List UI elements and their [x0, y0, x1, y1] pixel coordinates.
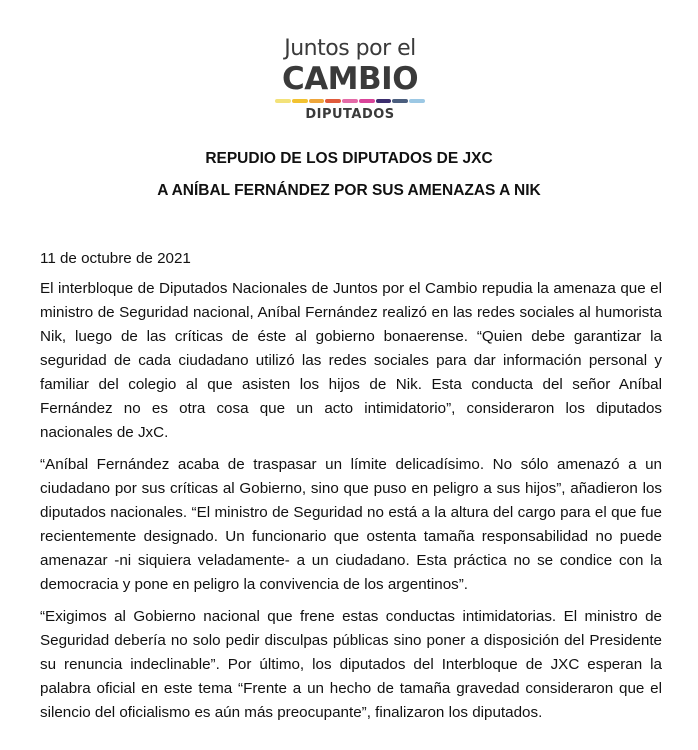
title-line2: A ANÍBAL FERNÁNDEZ POR SUS AMENAZAS A NIK	[157, 182, 541, 199]
logo-bar-segment	[292, 99, 308, 103]
paragraph-3: “Exigimos al Gobierno nacional que frene estas conductas intimidatorias. El ministro de Seguridad debería no solo pedir disculpas públicas sino poner a disposición del Presidente su renuncia indeclinable”. Por último, los diputados del Interbloque de JXC esperan la palabra oficial en este tema “Frente a un hecho de tamaña gravedad consideraron que el silencio del oficialismo es aún más preocupante”, finalizaron los diputados.	[40, 608, 662, 721]
logo-bar-segment	[325, 99, 341, 103]
body-text	[40, 247, 662, 733]
logo-bar-segment	[275, 99, 291, 103]
logo-line1: Juntos por el	[284, 36, 416, 61]
logo-bar-segment	[376, 99, 392, 103]
logo-line3: DIPUTADOS	[305, 107, 395, 122]
title-line1: REPUDIO DE LOS DIPUTADOS DE JXC	[205, 150, 493, 167]
logo-bar-segment	[409, 99, 425, 103]
logo-bar-segment	[392, 99, 408, 103]
logo-bar-segment	[309, 99, 325, 103]
date: 11 de octubre de 2021	[40, 250, 191, 267]
logo-line2: CAMBIO	[281, 61, 419, 97]
logo-color-bar	[275, 99, 425, 103]
paragraph-2: “Aníbal Fernández acaba de traspasar un límite delicadísimo. No sólo amenazó a un ciudadano por sus críticas al Gobierno, sino que puso en peligro a sus hijos”, añadieron los diputados nacionales. “El ministro de Seguridad no está a la altura del cargo para el que fue recientemente designado. Un funcionario que ostenta tamaña responsabilidad no puede amenazar -ni siquiera veladamente- a un ciudadano. Esta práctica no se condice con la democracia y pone en peligro la convivencia de los argentinos”.	[40, 456, 662, 593]
paragraph-1: El interbloque de Diputados Nacionales de Juntos por el Cambio repudia la amenaza que el ministro de Seguridad nacional, Aníbal Fernández realizó en las redes sociales al humorista Nik, luego de las críticas de éste al gobierno bonaerense. “Quien debe garantizar la seguridad de cada ciudadano utilizó las redes sociales para dar información personal y familiar del colegio al que asisten los hijos de Nik. Esta conducta del señor Aníbal Fernández no es otra cosa que un acto intimidatorio”, consideraron los diputados nacionales de JxC.	[40, 280, 662, 441]
logo-bar-segment	[342, 99, 358, 103]
logo-bar-segment	[359, 99, 375, 103]
juntos-por-el-cambio-logo	[270, 36, 430, 122]
